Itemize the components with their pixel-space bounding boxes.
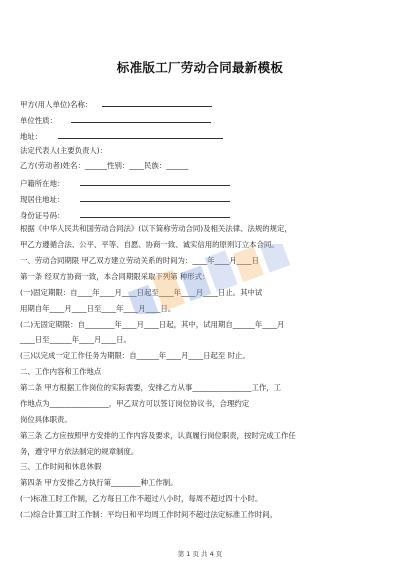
paragraph-line: 第一条 经双方协商一致，本合同期限采取下列第 种形式： [20, 272, 210, 281]
paragraph-line: (二)无固定期限：自________年____月____日起，其中，试用期自______年____月 [20, 320, 285, 329]
section-heading: 三、工作时间和休息休假 [20, 462, 102, 471]
address-line [20, 130, 223, 142]
paragraph-line: 作地点为________________，甲乙双方可以签订岗位协议书，合理约定 [20, 399, 250, 408]
party-b-text: 乙方(劳动者)姓名：______性别：____民族：______ [20, 161, 189, 170]
section-heading: 一、劳动合同期限 甲乙双方建立劳动关系的时间为：____年____月____日 [20, 256, 259, 265]
paragraph-line: (一)固定期限：自____年____月____日起至____年____月____日止。其中试 [20, 288, 263, 297]
party-b-line [20, 161, 188, 171]
section-heading: 二、工作内容和工作地点 [20, 367, 102, 376]
paragraph-line: (一)标准工时工作制，乙方每日工作不超过八小时，每周不超过四十小时。 [20, 494, 263, 503]
unit-nature-blank [71, 114, 211, 123]
paragraph-line: 用期自年____月____日至____年____月____日。 [20, 304, 176, 313]
paragraph-line: 岗位具体职责。 [20, 415, 72, 424]
document-title: 标准版工厂劳动合同最新模板 [116, 60, 284, 75]
page-footer: 第 1 页 共 4 页 [177, 550, 223, 558]
address-label: 地址： [20, 132, 43, 141]
paragraph-line: 甲乙方遵循合法、公平、平等、自愿、协商一致、诚实信用的原则订立本合同。 [20, 240, 279, 249]
unit-nature-line [20, 114, 211, 126]
id-number-blank [80, 209, 230, 218]
paragraph-line: 根据《中华人民共和国劳动合同法》(以下简称劳动合同)及相关法律、法规的规定， [20, 224, 292, 233]
id-number-line [20, 209, 230, 221]
legal-rep-label: 法定代表人(主要负责人)： [20, 146, 108, 155]
domicile-line [20, 177, 230, 189]
address-blank [58, 130, 223, 139]
paragraph-line: 第四条 甲方安排乙方执行第________种工作制。 [20, 478, 178, 487]
domicile-blank [80, 177, 230, 186]
residence-label: 现居住地址： [20, 195, 65, 204]
party-a-name-blank [102, 98, 212, 107]
paragraph-line: 第三条 乙方应按照甲方安排的工作内容及要求，认真履行岗位职责，按时完成工作任 [20, 431, 296, 440]
domicile-label: 户籍所在地： [20, 179, 65, 188]
paragraph-line: 第二条 甲方根据工作岗位的实际需要，安排乙方从事________________工作，工 [20, 383, 282, 392]
paragraph-line: ____日至______年____月____日。 [20, 335, 131, 344]
unit-nature-label: 单位性质： [20, 116, 57, 125]
residence-line [20, 193, 230, 205]
party-a-name-line [20, 98, 212, 110]
id-number-label: 身份证号码： [20, 211, 65, 220]
paragraph-line: (三)以完成一定工作任务为期限：自______年____月____日起至 时止。 [20, 351, 250, 360]
residence-blank [80, 193, 230, 202]
party-a-name-label: 甲方(用人单位)名称： [20, 100, 93, 109]
paragraph-line: (二)综合计算工时工作制：平均日和平均周工作时间不超过法定标准工作时间。 [20, 510, 278, 519]
legal-rep-line [20, 146, 107, 156]
paragraph-line: 务，遵守甲方依法制定的规章制度。 [20, 447, 139, 456]
